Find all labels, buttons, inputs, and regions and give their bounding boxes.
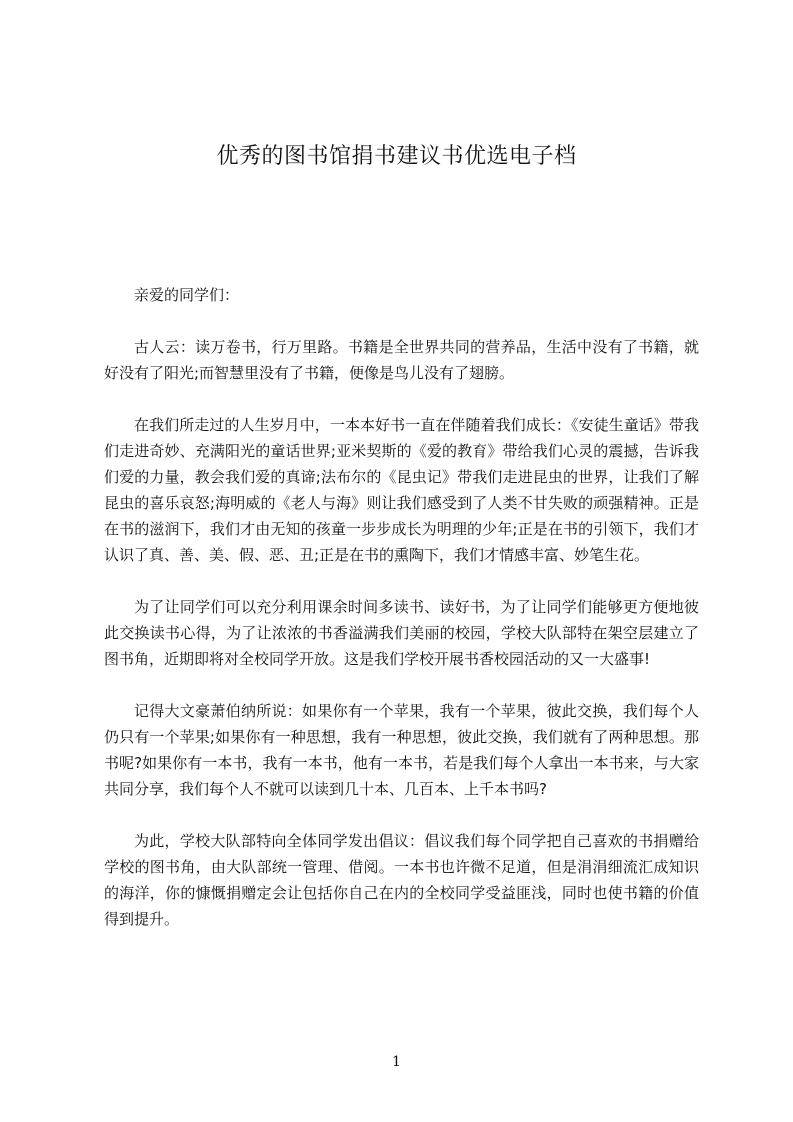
greeting: 亲爱的同学们：: [134, 286, 240, 304]
paragraph-1: 古人云：读万卷书，行万里路。书籍是全世界共同的营养品，生活中没有了书籍，就好没有了阳光;而智慧里没有了书籍，便像是鸟儿没有了翅膀。: [104, 338, 699, 382]
document-title: 优秀的图书馆捐书建议书优选电子档: [216, 144, 577, 169]
document-body: [104, 282, 699, 958]
paragraph-2: 在我们所走过的人生岁月中，一本本好书一直在伴随着我们成长：《安徒生童话》带我们走进奇妙、充满阳光的童话世界;亚米契斯的《爱的教育》带给我们心灵的震撼，告诉我们爱的力量，教会我们爱的真谛;法布尔的《昆虫记》带我们走进昆虫的世界，让我们了解昆虫的喜乐哀怒;海明威的《老人与海》则让我们感受到了人类不甘失败的顽强精神。正是在书的滋润下，我们才由无知的孩童一步步成长为明理的少年;正是在书的引领下，我们才认识了真、善、美、假、恶、丑;正是在书的熏陶下，我们才情感丰富、妙笔生花。: [104, 416, 699, 564]
paragraph-5: 为此，学校大队部特向全体同学发出倡议：倡议我们每个同学把自己喜欢的书捐赠给学校的图书角，由大队部统一管理、借阅。一本书也许微不足道，但是涓涓细流汇成知识的海洋，你的慷慨捐赠定会让包括你自己在内的全校同学受益匪浅，同时也使书籍的价值得到提升。: [104, 832, 699, 928]
paragraph-3: 为了让同学们可以充分利用课余时间多读书、读好书，为了让同学们能够更方便地彼此交换读书心得，为了让浓浓的书香溢满我们美丽的校园，学校大队部特在架空层建立了图书角，近期即将对全校同学开放。这是我们学校开展书香校园活动的又一大盛事!: [104, 598, 699, 668]
page-number: 1: [392, 1054, 401, 1070]
paragraph-4: 记得大文豪萧伯纳所说：如果你有一个苹果，我有一个苹果，彼此交换，我们每个人仍只有一个苹果;如果你有一种思想，我有一种思想，彼此交换，我们就有了两种思想。那书呢?如果你有一本书，我有一本书，他有一本书，若是我们每个人拿出一本书来，与大家共同分享，我们每个人不就可以读到几十本、几百本、上千本书吗?: [104, 702, 699, 798]
